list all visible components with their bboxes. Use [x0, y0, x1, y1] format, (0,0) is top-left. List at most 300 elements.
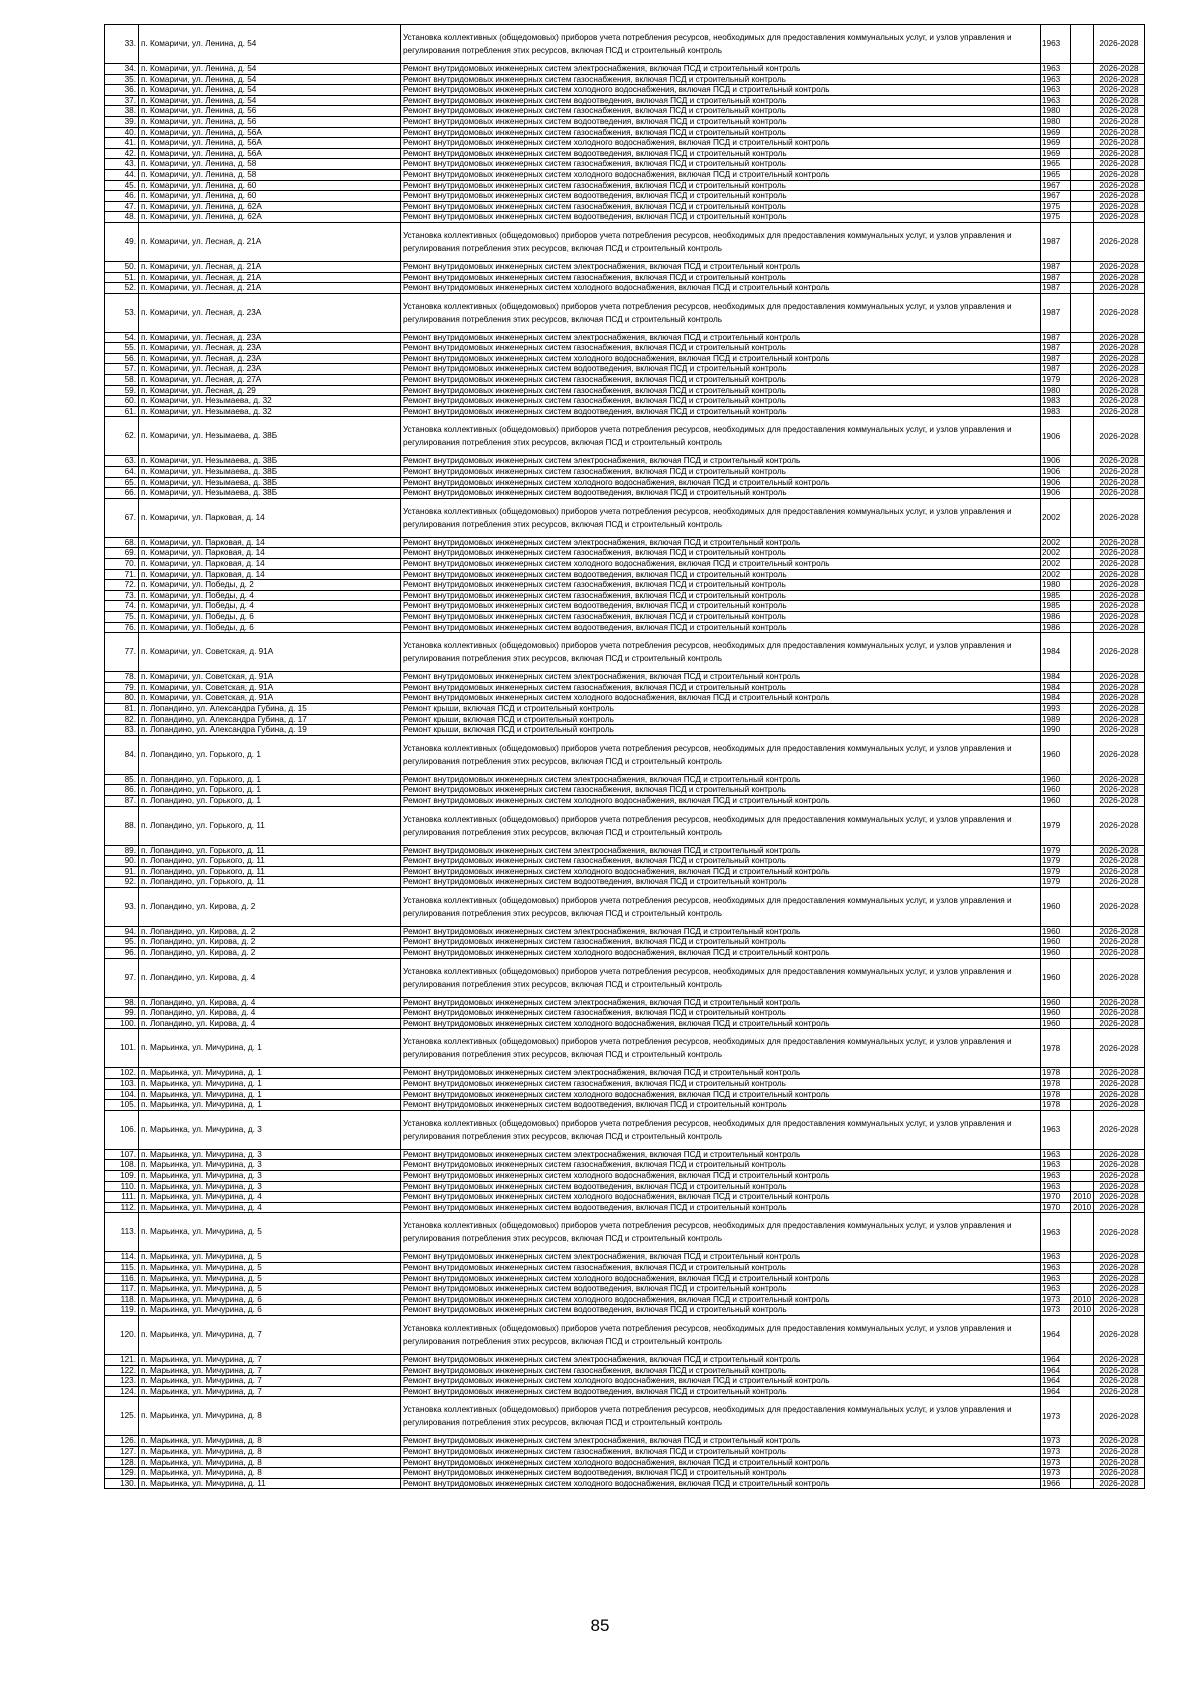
row-number-cell: 107.: [105, 1149, 139, 1160]
build-year-cell: 1967: [1041, 180, 1071, 191]
table-row: [105, 856, 1145, 867]
last-repair-year-cell: [1071, 725, 1094, 736]
row-number-cell: 83.: [105, 725, 139, 736]
row-number-cell: 106.: [105, 1110, 139, 1149]
planned-period-cell: 2026-2028: [1094, 456, 1145, 467]
build-year-cell: 1960: [1041, 887, 1071, 926]
row-number-cell: 98.: [105, 997, 139, 1008]
last-repair-year-cell: [1071, 1100, 1094, 1111]
work-description-cell: Ремонт внутридомовых инженерных систем водоотведения, включая ПСД и строительный контроль: [401, 116, 1041, 127]
work-description-cell: Установка коллективных (общедомовых) приборов учета потребления ресурсов, необходимых для предоставления коммунальных услуг, и узлов управления и регулирования потребления этих ресурсов, включая ПСД и строительный контроль: [401, 806, 1041, 845]
build-year-cell: 1969: [1041, 127, 1071, 138]
last-repair-year-cell: [1071, 537, 1094, 548]
row-number-cell: 63.: [105, 456, 139, 467]
build-year-cell: 2002: [1041, 498, 1071, 537]
build-year-cell: 1964: [1041, 1376, 1071, 1387]
row-number-cell: 95.: [105, 937, 139, 948]
last-repair-year-cell: [1071, 622, 1094, 633]
planned-period-cell: 2026-2028: [1094, 806, 1145, 845]
row-number-cell: 111.: [105, 1192, 139, 1203]
row-number-cell: 39.: [105, 116, 139, 127]
row-number-cell: 55.: [105, 343, 139, 354]
last-repair-year-cell: [1071, 590, 1094, 601]
last-repair-year-cell: [1071, 958, 1094, 997]
build-year-cell: 1960: [1041, 997, 1071, 1008]
work-description-cell: Ремонт внутридомовых инженерных систем электроснабжения, включая ПСД и строительный контроль: [401, 774, 1041, 785]
address-cell: п. Комаричи, ул. Ленина, д. 58: [139, 159, 401, 170]
planned-period-cell: 2026-2028: [1094, 1213, 1145, 1252]
last-repair-year-cell: [1071, 477, 1094, 488]
row-number-cell: 38.: [105, 106, 139, 117]
address-cell: п. Комаричи, ул. Ленина, д. 60: [139, 180, 401, 191]
address-cell: п. Комаричи, ул. Ленина, д. 54: [139, 95, 401, 106]
build-year-cell: 1906: [1041, 488, 1071, 499]
row-number-cell: 96.: [105, 948, 139, 959]
address-cell: п. Комаричи, ул. Парковая, д. 14: [139, 559, 401, 570]
build-year-cell: 1965: [1041, 159, 1071, 170]
table-row: [105, 498, 1145, 537]
build-year-cell: 1963: [1041, 1181, 1071, 1192]
work-description-cell: Ремонт внутридомовых инженерных систем водоотведения, включая ПСД и строительный контроль: [401, 212, 1041, 223]
work-description-cell: Ремонт внутридомовых инженерных систем водоотведения, включая ПСД и строительный контроль: [401, 1284, 1041, 1295]
build-year-cell: 2002: [1041, 559, 1071, 570]
build-year-cell: 1984: [1041, 672, 1071, 683]
last-repair-year-cell: [1071, 169, 1094, 180]
planned-period-cell: 2026-2028: [1094, 1478, 1145, 1489]
last-repair-year-cell: [1071, 856, 1094, 867]
last-repair-year-cell: [1071, 1110, 1094, 1149]
address-cell: п. Комаричи, ул. Лесная, д. 21А: [139, 222, 401, 261]
table-row: [105, 293, 1145, 332]
table-row: [105, 261, 1145, 272]
planned-period-cell: 2026-2028: [1094, 1192, 1145, 1203]
work-description-cell: Ремонт внутридомовых инженерных систем электроснабжения, включая ПСД и строительный контроль: [401, 1436, 1041, 1447]
build-year-cell: 1979: [1041, 866, 1071, 877]
row-number-cell: 72.: [105, 580, 139, 591]
table-row: [105, 417, 1145, 456]
table-row: [105, 169, 1145, 180]
row-number-cell: 90.: [105, 856, 139, 867]
last-repair-year-cell: [1071, 293, 1094, 332]
row-number-cell: 69.: [105, 548, 139, 559]
planned-period-cell: 2026-2028: [1094, 958, 1145, 997]
work-description-cell: Ремонт внутридомовых инженерных систем электроснабжения, включая ПСД и строительный контроль: [401, 332, 1041, 343]
table-row: [105, 364, 1145, 375]
row-number-cell: 92.: [105, 877, 139, 888]
planned-period-cell: 2026-2028: [1094, 212, 1145, 223]
build-year-cell: 1960: [1041, 735, 1071, 774]
build-year-cell: 1960: [1041, 948, 1071, 959]
planned-period-cell: 2026-2028: [1094, 1386, 1145, 1397]
address-cell: п. Комаричи, ул. Незымаева, д. 38Б: [139, 477, 401, 488]
address-cell: п. Комаричи, ул. Незымаева, д. 32: [139, 396, 401, 407]
row-number-cell: 77.: [105, 633, 139, 672]
build-year-cell: 1963: [1041, 95, 1071, 106]
address-cell: п. Марьинка, ул. Мичурина, д. 1: [139, 1100, 401, 1111]
last-repair-year-cell: [1071, 1436, 1094, 1447]
planned-period-cell: 2026-2028: [1094, 467, 1145, 478]
last-repair-year-cell: [1071, 580, 1094, 591]
work-description-cell: Установка коллективных (общедомовых) приборов учета потребления ресурсов, необходимых для предоставления коммунальных услуг, и узлов управления и регулирования потребления этих ресурсов, включая ПСД и строительный контроль: [401, 417, 1041, 456]
build-year-cell: 1978: [1041, 1089, 1071, 1100]
last-repair-year-cell: [1071, 1397, 1094, 1436]
build-year-cell: 1984: [1041, 633, 1071, 672]
planned-period-cell: 2026-2028: [1094, 1029, 1145, 1068]
build-year-cell: 1963: [1041, 1262, 1071, 1273]
row-number-cell: 62.: [105, 417, 139, 456]
table-row: [105, 877, 1145, 888]
work-description-cell: Ремонт внутридомовых инженерных систем электроснабжения, включая ПСД и строительный контроль: [401, 845, 1041, 856]
planned-period-cell: 2026-2028: [1094, 785, 1145, 796]
work-description-cell: Ремонт внутридомовых инженерных систем холодного водоснабжения, включая ПСД и строительный контроль: [401, 1478, 1041, 1489]
work-description-cell: Ремонт внутридомовых инженерных систем газоснабжения, включая ПСД и строительный контроль: [401, 467, 1041, 478]
address-cell: п. Марьинка, ул. Мичурина, д. 4: [139, 1192, 401, 1203]
row-number-cell: 89.: [105, 845, 139, 856]
row-number-cell: 100.: [105, 1018, 139, 1029]
address-cell: п. Комаричи, ул. Парковая, д. 14: [139, 569, 401, 580]
row-number-cell: 35.: [105, 74, 139, 85]
table-row: [105, 703, 1145, 714]
address-cell: п. Комаричи, ул. Парковая, д. 14: [139, 498, 401, 537]
table-row: [105, 159, 1145, 170]
address-cell: п. Лопандино, ул. Кирова, д. 2: [139, 926, 401, 937]
planned-period-cell: 2026-2028: [1094, 498, 1145, 537]
last-repair-year-cell: [1071, 106, 1094, 117]
work-description-cell: Ремонт внутридомовых инженерных систем холодного водоснабжения, включая ПСД и строительный контроль: [401, 283, 1041, 294]
build-year-cell: 1963: [1041, 1160, 1071, 1171]
planned-period-cell: 2026-2028: [1094, 1100, 1145, 1111]
build-year-cell: 1978: [1041, 1100, 1071, 1111]
planned-period-cell: 2026-2028: [1094, 1160, 1145, 1171]
build-year-cell: 1969: [1041, 148, 1071, 159]
planned-period-cell: 2026-2028: [1094, 364, 1145, 375]
planned-period-cell: 2026-2028: [1094, 222, 1145, 261]
last-repair-year-cell: [1071, 127, 1094, 138]
row-number-cell: 94.: [105, 926, 139, 937]
build-year-cell: 1986: [1041, 611, 1071, 622]
work-description-cell: Ремонт внутридомовых инженерных систем газоснабжения, включая ПСД и строительный контроль: [401, 385, 1041, 396]
row-number-cell: 75.: [105, 611, 139, 622]
work-description-cell: Ремонт внутридомовых инженерных систем газоснабжения, включая ПСД и строительный контроль: [401, 159, 1041, 170]
address-cell: п. Марьинка, ул. Мичурина, д. 3: [139, 1160, 401, 1171]
last-repair-year-cell: [1071, 1478, 1094, 1489]
table-row: [105, 74, 1145, 85]
last-repair-year-cell: [1071, 548, 1094, 559]
address-cell: п. Лопандино, ул. Горького, д. 11: [139, 866, 401, 877]
row-number-cell: 103.: [105, 1079, 139, 1090]
address-cell: п. Марьинка, ул. Мичурина, д. 7: [139, 1365, 401, 1376]
last-repair-year-cell: [1071, 138, 1094, 149]
table-row: [105, 106, 1145, 117]
row-number-cell: 104.: [105, 1089, 139, 1100]
build-year-cell: 1987: [1041, 261, 1071, 272]
planned-period-cell: 2026-2028: [1094, 64, 1145, 75]
table-row: [105, 1181, 1145, 1192]
table-row: [105, 1478, 1145, 1489]
row-number-cell: 91.: [105, 866, 139, 877]
row-number-cell: 50.: [105, 261, 139, 272]
build-year-cell: 1967: [1041, 191, 1071, 202]
last-repair-year-cell: [1071, 997, 1094, 1008]
work-description-cell: Ремонт внутридомовых инженерных систем водоотведения, включая ПСД и строительный контроль: [401, 1468, 1041, 1479]
build-year-cell: 1973: [1041, 1468, 1071, 1479]
address-cell: п. Комаричи, ул. Лесная, д. 23А: [139, 332, 401, 343]
work-description-cell: Ремонт внутридомовых инженерных систем холодного водоснабжения, включая ПСД и строительный контроль: [401, 795, 1041, 806]
row-number-cell: 123.: [105, 1376, 139, 1387]
planned-period-cell: 2026-2028: [1094, 1252, 1145, 1263]
table-row: [105, 735, 1145, 774]
work-description-cell: Ремонт внутридомовых инженерных систем водоотведения, включая ПСД и строительный контроль: [401, 1386, 1041, 1397]
work-description-cell: Ремонт внутридомовых инженерных систем холодного водоснабжения, включая ПСД и строительный контроль: [401, 1457, 1041, 1468]
table-row: [105, 1089, 1145, 1100]
address-cell: п. Комаричи, ул. Парковая, д. 14: [139, 537, 401, 548]
row-number-cell: 43.: [105, 159, 139, 170]
table-row: [105, 611, 1145, 622]
work-description-cell: Ремонт внутридомовых инженерных систем холодного водоснабжения, включая ПСД и строительный контроль: [401, 477, 1041, 488]
address-cell: п. Комаричи, ул. Советская, д. 91А: [139, 682, 401, 693]
planned-period-cell: 2026-2028: [1094, 590, 1145, 601]
last-repair-year-cell: [1071, 191, 1094, 202]
build-year-cell: 1979: [1041, 375, 1071, 386]
planned-period-cell: 2026-2028: [1094, 375, 1145, 386]
last-repair-year-cell: [1071, 488, 1094, 499]
build-year-cell: 1983: [1041, 396, 1071, 407]
work-description-cell: Ремонт внутридомовых инженерных систем холодного водоснабжения, включая ПСД и строительный контроль: [401, 138, 1041, 149]
row-number-cell: 119.: [105, 1305, 139, 1316]
repair-schedule-table: [104, 24, 1145, 1489]
work-description-cell: Ремонт крыши, включая ПСД и строительный контроль: [401, 714, 1041, 725]
row-number-cell: 101.: [105, 1029, 139, 1068]
last-repair-year-cell: [1071, 283, 1094, 294]
build-year-cell: 1980: [1041, 106, 1071, 117]
table-row: [105, 488, 1145, 499]
table-row: [105, 569, 1145, 580]
address-cell: п. Марьинка, ул. Мичурина, д. 5: [139, 1273, 401, 1284]
build-year-cell: 1963: [1041, 85, 1071, 96]
planned-period-cell: 2026-2028: [1094, 116, 1145, 127]
table-row: [105, 1029, 1145, 1068]
last-repair-year-cell: [1071, 385, 1094, 396]
address-cell: п. Марьинка, ул. Мичурина, д. 8: [139, 1436, 401, 1447]
work-description-cell: Ремонт крыши, включая ПСД и строительный контроль: [401, 703, 1041, 714]
work-description-cell: Установка коллективных (общедомовых) приборов учета потребления ресурсов, необходимых для предоставления коммунальных услуг, и узлов управления и регулирования потребления этих ресурсов, включая ПСД и строительный контроль: [401, 958, 1041, 997]
planned-period-cell: 2026-2028: [1094, 85, 1145, 96]
work-description-cell: Ремонт внутридомовых инженерных систем газоснабжения, включая ПСД и строительный контроль: [401, 682, 1041, 693]
build-year-cell: 1963: [1041, 1213, 1071, 1252]
last-repair-year-cell: [1071, 1068, 1094, 1079]
work-description-cell: Ремонт внутридомовых инженерных систем газоснабжения, включая ПСД и строительный контроль: [401, 1262, 1041, 1273]
work-description-cell: Ремонт внутридомовых инженерных систем водоотведения, включая ПСД и строительный контроль: [401, 1202, 1041, 1213]
work-description-cell: Ремонт внутридомовых инженерных систем водоотведения, включая ПСД и строительный контроль: [401, 877, 1041, 888]
address-cell: п. Комаричи, ул. Победы, д. 6: [139, 622, 401, 633]
build-year-cell: 1960: [1041, 785, 1071, 796]
build-year-cell: 1987: [1041, 364, 1071, 375]
last-repair-year-cell: [1071, 1457, 1094, 1468]
row-number-cell: 67.: [105, 498, 139, 537]
planned-period-cell: 2026-2028: [1094, 1446, 1145, 1457]
build-year-cell: 1960: [1041, 926, 1071, 937]
planned-period-cell: 2026-2028: [1094, 159, 1145, 170]
address-cell: п. Комаричи, ул. Незымаева, д. 38Б: [139, 467, 401, 478]
last-repair-year-cell: [1071, 682, 1094, 693]
build-year-cell: 1973: [1041, 1446, 1071, 1457]
work-description-cell: Ремонт внутридомовых инженерных систем водоотведения, включая ПСД и строительный контроль: [401, 601, 1041, 612]
row-number-cell: 93.: [105, 887, 139, 926]
build-year-cell: 1993: [1041, 703, 1071, 714]
row-number-cell: 56.: [105, 353, 139, 364]
build-year-cell: 1964: [1041, 1365, 1071, 1376]
work-description-cell: Ремонт внутридомовых инженерных систем холодного водоснабжения, включая ПСД и строительный контроль: [401, 1376, 1041, 1387]
address-cell: п. Марьинка, ул. Мичурина, д. 5: [139, 1284, 401, 1295]
last-repair-year-cell: [1071, 785, 1094, 796]
row-number-cell: 99.: [105, 1008, 139, 1019]
work-description-cell: Ремонт внутридомовых инженерных систем газоснабжения, включая ПСД и строительный контроль: [401, 1365, 1041, 1376]
address-cell: п. Комаричи, ул. Ленина, д. 56А: [139, 138, 401, 149]
work-description-cell: Ремонт внутридомовых инженерных систем газоснабжения, включая ПСД и строительный контроль: [401, 548, 1041, 559]
table-row: [105, 1110, 1145, 1149]
table-row: [105, 548, 1145, 559]
build-year-cell: 1987: [1041, 293, 1071, 332]
table-row: [105, 406, 1145, 417]
planned-period-cell: 2026-2028: [1094, 201, 1145, 212]
row-number-cell: 80.: [105, 693, 139, 704]
planned-period-cell: 2026-2028: [1094, 672, 1145, 683]
last-repair-year-cell: [1071, 1284, 1094, 1295]
table-row: [105, 1149, 1145, 1160]
planned-period-cell: 2026-2028: [1094, 774, 1145, 785]
work-description-cell: Ремонт внутридомовых инженерных систем газоснабжения, включая ПСД и строительный контроль: [401, 856, 1041, 867]
table-row: [105, 396, 1145, 407]
row-number-cell: 113.: [105, 1213, 139, 1252]
address-cell: п. Лопандино, ул. Кирова, д. 2: [139, 887, 401, 926]
row-number-cell: 118.: [105, 1294, 139, 1305]
row-number-cell: 46.: [105, 191, 139, 202]
address-cell: п. Комаричи, ул. Лесная, д. 21А: [139, 272, 401, 283]
table-row: [105, 1273, 1145, 1284]
planned-period-cell: 2026-2028: [1094, 180, 1145, 191]
last-repair-year-cell: [1071, 467, 1094, 478]
work-description-cell: Установка коллективных (общедомовых) приборов учета потребления ресурсов, необходимых для предоставления коммунальных услуг, и узлов управления и регулирования потребления этих ресурсов, включая ПСД и строительный контроль: [401, 1315, 1041, 1354]
address-cell: п. Марьинка, ул. Мичурина, д. 7: [139, 1315, 401, 1354]
work-description-cell: Ремонт внутридомовых инженерных систем водоотведения, включая ПСД и строительный контроль: [401, 1100, 1041, 1111]
last-repair-year-cell: [1071, 406, 1094, 417]
row-number-cell: 61.: [105, 406, 139, 417]
last-repair-year-cell: [1071, 569, 1094, 580]
planned-period-cell: 2026-2028: [1094, 693, 1145, 704]
work-description-cell: Ремонт внутридомовых инженерных систем холодного водоснабжения, включая ПСД и строительный контроль: [401, 1171, 1041, 1182]
last-repair-year-cell: [1071, 774, 1094, 785]
last-repair-year-cell: [1071, 1149, 1094, 1160]
build-year-cell: 1965: [1041, 169, 1071, 180]
work-description-cell: Ремонт внутридомовых инженерных систем газоснабжения, включая ПСД и строительный контроль: [401, 272, 1041, 283]
planned-period-cell: 2026-2028: [1094, 417, 1145, 456]
last-repair-year-cell: [1071, 845, 1094, 856]
last-repair-year-cell: [1071, 180, 1094, 191]
row-number-cell: 130.: [105, 1478, 139, 1489]
table-row: [105, 1100, 1145, 1111]
build-year-cell: 1963: [1041, 1252, 1071, 1263]
address-cell: п. Комаричи, ул. Ленина, д. 56: [139, 106, 401, 117]
address-cell: п. Комаричи, ул. Парковая, д. 14: [139, 548, 401, 559]
row-number-cell: 128.: [105, 1457, 139, 1468]
planned-period-cell: 2026-2028: [1094, 1202, 1145, 1213]
address-cell: п. Комаричи, ул. Незымаева, д. 38Б: [139, 456, 401, 467]
row-number-cell: 78.: [105, 672, 139, 683]
address-cell: п. Марьинка, ул. Мичурина, д. 8: [139, 1468, 401, 1479]
build-year-cell: 1970: [1041, 1192, 1071, 1203]
address-cell: п. Лопандино, ул. Кирова, д. 2: [139, 948, 401, 959]
build-year-cell: 1979: [1041, 806, 1071, 845]
address-cell: п. Комаричи, ул. Лесная, д. 21А: [139, 261, 401, 272]
row-number-cell: 84.: [105, 735, 139, 774]
last-repair-year-cell: [1071, 672, 1094, 683]
build-year-cell: 1984: [1041, 682, 1071, 693]
row-number-cell: 82.: [105, 714, 139, 725]
planned-period-cell: 2026-2028: [1094, 332, 1145, 343]
planned-period-cell: 2026-2028: [1094, 1365, 1145, 1376]
row-number-cell: 115.: [105, 1262, 139, 1273]
last-repair-year-cell: [1071, 498, 1094, 537]
table-row: [105, 95, 1145, 106]
address-cell: п. Марьинка, ул. Мичурина, д. 3: [139, 1149, 401, 1160]
planned-period-cell: 2026-2028: [1094, 1262, 1145, 1273]
planned-period-cell: 2026-2028: [1094, 1284, 1145, 1295]
work-description-cell: Установка коллективных (общедомовых) приборов учета потребления ресурсов, необходимых для предоставления коммунальных услуг, и узлов управления и регулирования потребления этих ресурсов, включая ПСД и строительный контроль: [401, 498, 1041, 537]
table-row: [105, 725, 1145, 736]
planned-period-cell: 2026-2028: [1094, 488, 1145, 499]
last-repair-year-cell: 2010: [1071, 1202, 1094, 1213]
address-cell: п. Марьинка, ул. Мичурина, д. 1: [139, 1029, 401, 1068]
planned-period-cell: 2026-2028: [1094, 877, 1145, 888]
last-repair-year-cell: 2010: [1071, 1192, 1094, 1203]
row-number-cell: 86.: [105, 785, 139, 796]
build-year-cell: 1973: [1041, 1305, 1071, 1316]
planned-period-cell: 2026-2028: [1094, 1397, 1145, 1436]
work-description-cell: Ремонт внутридомовых инженерных систем электроснабжения, включая ПСД и строительный контроль: [401, 1149, 1041, 1160]
planned-period-cell: 2026-2028: [1094, 25, 1145, 64]
planned-period-cell: 2026-2028: [1094, 1376, 1145, 1387]
address-cell: п. Марьинка, ул. Мичурина, д. 7: [139, 1386, 401, 1397]
table-row: [105, 1008, 1145, 1019]
last-repair-year-cell: [1071, 159, 1094, 170]
last-repair-year-cell: [1071, 212, 1094, 223]
table-row: [105, 1160, 1145, 1171]
table-row: [105, 1068, 1145, 1079]
build-year-cell: 1985: [1041, 601, 1071, 612]
last-repair-year-cell: [1071, 201, 1094, 212]
address-cell: п. Марьинка, ул. Мичурина, д. 5: [139, 1262, 401, 1273]
table-row: [105, 958, 1145, 997]
address-cell: п. Лопандино, ул. Горького, д. 1: [139, 785, 401, 796]
row-number-cell: 73.: [105, 590, 139, 601]
work-description-cell: Установка коллективных (общедомовых) приборов учета потребления ресурсов, необходимых для предоставления коммунальных услуг, и узлов управления и регулирования потребления этих ресурсов, включая ПСД и строительный контроль: [401, 1029, 1041, 1068]
address-cell: п. Комаричи, ул. Советская, д. 91А: [139, 633, 401, 672]
row-number-cell: 85.: [105, 774, 139, 785]
planned-period-cell: 2026-2028: [1094, 1315, 1145, 1354]
last-repair-year-cell: [1071, 343, 1094, 354]
build-year-cell: 1987: [1041, 272, 1071, 283]
address-cell: п. Комаричи, ул. Победы, д. 2: [139, 580, 401, 591]
address-cell: п. Марьинка, ул. Мичурина, д. 6: [139, 1294, 401, 1305]
address-cell: п. Комаричи, ул. Ленина, д. 54: [139, 85, 401, 96]
planned-period-cell: 2026-2028: [1094, 926, 1145, 937]
address-cell: п. Марьинка, ул. Мичурина, д. 4: [139, 1202, 401, 1213]
build-year-cell: 2002: [1041, 537, 1071, 548]
build-year-cell: 1960: [1041, 774, 1071, 785]
last-repair-year-cell: [1071, 1386, 1094, 1397]
row-number-cell: 124.: [105, 1386, 139, 1397]
address-cell: п. Лопандино, ул. Александра Губина, д. 15: [139, 703, 401, 714]
